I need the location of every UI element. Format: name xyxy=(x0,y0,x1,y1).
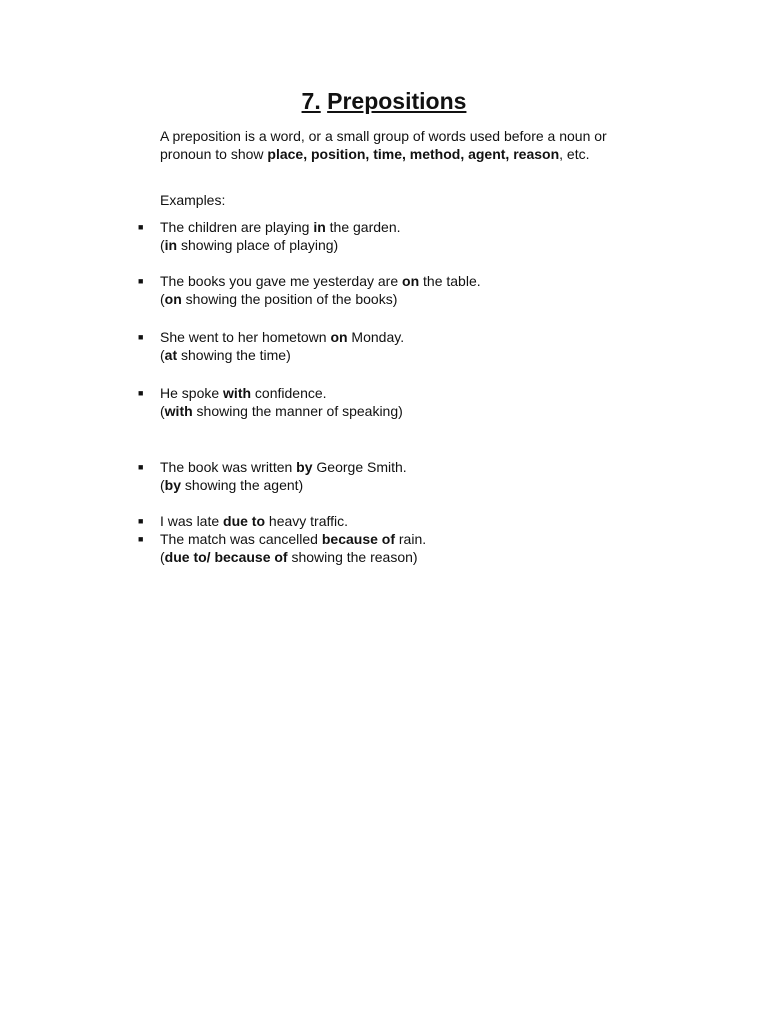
bullet-icon: ■ xyxy=(138,516,144,526)
bullet-icon: ■ xyxy=(138,332,144,342)
example-note: (due to/ because of showing the reason) xyxy=(160,549,418,565)
example-note: (by showing the agent) xyxy=(160,477,304,493)
intro-paragraph xyxy=(160,127,640,163)
intro-bold-terms: place, position, time, method, agent, reason xyxy=(267,146,560,162)
bullet-icon: ■ xyxy=(138,462,144,472)
example-note: (with showing the manner of speaking) xyxy=(160,403,403,419)
example-note: (in showing place of playing) xyxy=(160,237,339,253)
list-item xyxy=(138,218,640,254)
list-item xyxy=(138,272,640,308)
list-item xyxy=(138,384,640,420)
bullet-icon: ■ xyxy=(138,222,144,232)
example-sentence: I was late due to heavy traffic. xyxy=(160,513,349,529)
example-sentence: The match was cancelled because of rain. xyxy=(160,531,427,547)
examples-label: Examples: xyxy=(160,192,226,208)
intro-text: A preposition is a word, or a small group of words used before a noun or pronoun to show xyxy=(160,128,607,162)
example-note: (on showing the position of the books) xyxy=(160,291,398,307)
example-sentence: The book was written by George Smith. xyxy=(160,459,407,475)
list-item xyxy=(138,530,640,566)
list-item xyxy=(138,512,640,530)
list-item xyxy=(138,328,640,364)
bullet-icon: ■ xyxy=(138,534,144,544)
title-number: 7. xyxy=(301,88,321,114)
page-title xyxy=(0,86,768,116)
intro-end: , etc. xyxy=(559,146,590,162)
title-text: Prepositions xyxy=(327,88,467,114)
example-sentence: The books you gave me yesterday are on the table. xyxy=(160,273,481,289)
example-sentence: The children are playing in the garden. xyxy=(160,219,401,235)
bullet-icon: ■ xyxy=(138,388,144,398)
bullet-icon: ■ xyxy=(138,276,144,286)
example-sentence: She went to her hometown on Monday. xyxy=(160,329,405,345)
example-sentence: He spoke with confidence. xyxy=(160,385,327,401)
example-note: (at showing the time) xyxy=(160,347,291,363)
list-item xyxy=(138,458,640,494)
